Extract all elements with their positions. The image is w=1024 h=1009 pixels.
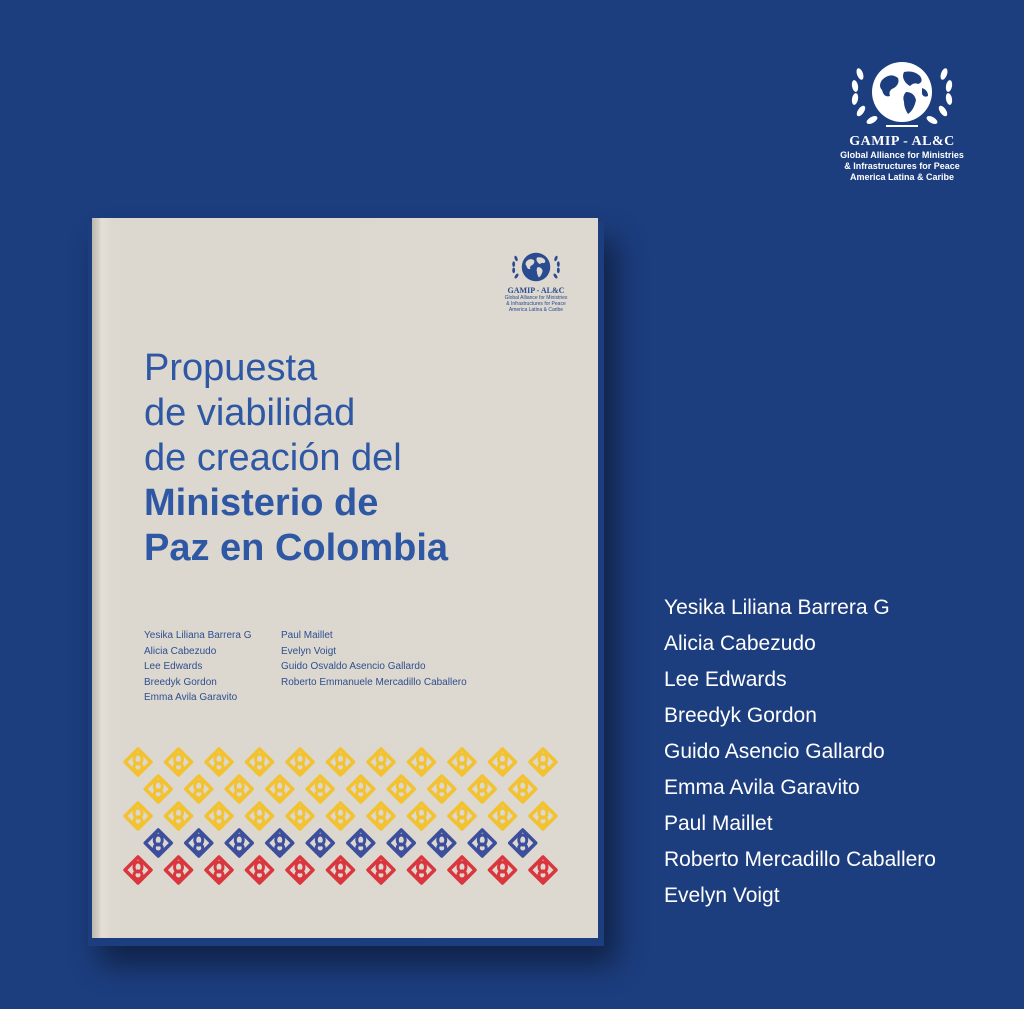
book-cover — [92, 218, 598, 938]
pattern-knot — [449, 857, 475, 883]
pattern-knot — [166, 857, 192, 883]
author-name: Lee Edwards — [664, 668, 787, 691]
book-authors-column-2 — [281, 628, 467, 690]
pattern-knot — [206, 857, 232, 883]
book-logo — [492, 248, 580, 313]
pattern-knot — [226, 776, 252, 802]
pattern-knot — [125, 749, 151, 775]
pattern-knot — [307, 776, 333, 802]
pattern-knot — [166, 803, 192, 829]
pattern-knot — [368, 749, 394, 775]
pattern-knot — [429, 830, 455, 856]
pattern-knot — [490, 749, 516, 775]
book-author: Emma Avila Garavito — [144, 692, 238, 703]
pattern-knot — [409, 857, 435, 883]
pattern-knot — [368, 857, 394, 883]
book-logo-line: & Infrastructures for Peace — [506, 301, 566, 307]
book-author: Breedyk Gordon — [144, 676, 217, 688]
pattern-knot — [368, 803, 394, 829]
globe-laurel-icon — [508, 248, 564, 286]
pattern-knot — [267, 830, 293, 856]
pattern-knot — [166, 749, 192, 775]
book-logo-line: America Latina & Caribe — [508, 307, 564, 313]
globe-laurel-icon — [846, 52, 958, 132]
title-line-bold: Paz en Colombia — [144, 527, 449, 569]
pattern-knot — [530, 857, 556, 883]
pattern-knot — [328, 803, 354, 829]
pattern-knot — [388, 776, 414, 802]
gamip-logo — [822, 52, 982, 183]
pattern-knot — [145, 776, 171, 802]
pattern-knot — [206, 803, 232, 829]
author-name: Yesika Liliana Barrera G — [664, 596, 890, 619]
pattern-knot — [186, 830, 212, 856]
pattern-knot — [267, 776, 293, 802]
pattern-knot — [409, 803, 435, 829]
pattern-knot — [409, 749, 435, 775]
pattern-knot — [247, 749, 273, 775]
pattern-knot — [490, 857, 516, 883]
pattern-knot — [449, 803, 475, 829]
title-line: Propuesta — [144, 347, 318, 389]
author-name: Emma Avila Garavito — [664, 776, 860, 799]
author-name: Roberto Mercadillo Caballero — [664, 848, 936, 871]
pattern-knot — [226, 830, 252, 856]
author-name: Breedyk Gordon — [664, 704, 817, 727]
pattern-knot — [530, 803, 556, 829]
pattern-knot — [307, 830, 333, 856]
pattern-knot — [145, 830, 171, 856]
pattern-knot — [287, 803, 313, 829]
book-logo-line: Global Alliance for Ministries — [504, 295, 568, 301]
pattern-knot — [510, 776, 536, 802]
book-author: Evelyn Voigt — [281, 645, 337, 657]
colombia-flag-pattern — [122, 746, 562, 886]
pattern-knot — [247, 803, 273, 829]
pattern-knot — [469, 830, 495, 856]
pattern-knot — [469, 776, 495, 802]
author-name: Alicia Cabezudo — [664, 632, 816, 655]
pattern-knot — [186, 776, 212, 802]
pattern-knot — [510, 830, 536, 856]
author-name: Guido Asencio Gallardo — [664, 740, 885, 763]
org-name-line: & Infrastructures for Peace — [844, 161, 960, 171]
book-author: Roberto Emmanuele Mercadillo Caballero — [281, 676, 467, 688]
pattern-knot — [328, 857, 354, 883]
book-spine — [92, 218, 100, 938]
author-name: Paul Maillet — [664, 812, 773, 835]
book-author: Lee Edwards — [144, 661, 203, 672]
title-line: de creación del — [144, 437, 402, 479]
pattern-knot — [530, 749, 556, 775]
org-name-line: Global Alliance for Ministries — [840, 150, 964, 160]
pattern-knot — [328, 749, 354, 775]
org-acronym: GAMIP - AL&C — [849, 134, 955, 149]
pattern-knot — [429, 776, 455, 802]
book-title — [144, 346, 448, 571]
pattern-knot — [125, 857, 151, 883]
org-name-line: America Latina & Caribe — [849, 172, 955, 182]
pattern-knot — [449, 749, 475, 775]
pattern-knot — [348, 830, 374, 856]
book-author: Alicia Cabezudo — [144, 645, 217, 657]
pattern-knot — [490, 803, 516, 829]
pattern-knot — [125, 803, 151, 829]
book-author: Guido Osvaldo Asencio Gallardo — [281, 661, 426, 672]
author-name: Evelyn Voigt — [664, 884, 780, 907]
pattern-knot — [206, 749, 232, 775]
book-logo-acronym: GAMIP - AL&C — [507, 286, 565, 295]
pattern-knot — [388, 830, 414, 856]
pattern-knot — [348, 776, 374, 802]
pattern-knot — [287, 857, 313, 883]
title-line-bold: Ministerio de — [144, 482, 379, 524]
book-author: Yesika Liliana Barrera G — [144, 630, 252, 641]
pattern-knot — [247, 857, 273, 883]
author-list — [664, 590, 936, 914]
title-line: de viabilidad — [144, 392, 356, 434]
book-authors-column-1 — [144, 628, 251, 706]
book-author: Paul Maillet — [281, 630, 333, 641]
pattern-knot — [287, 749, 313, 775]
